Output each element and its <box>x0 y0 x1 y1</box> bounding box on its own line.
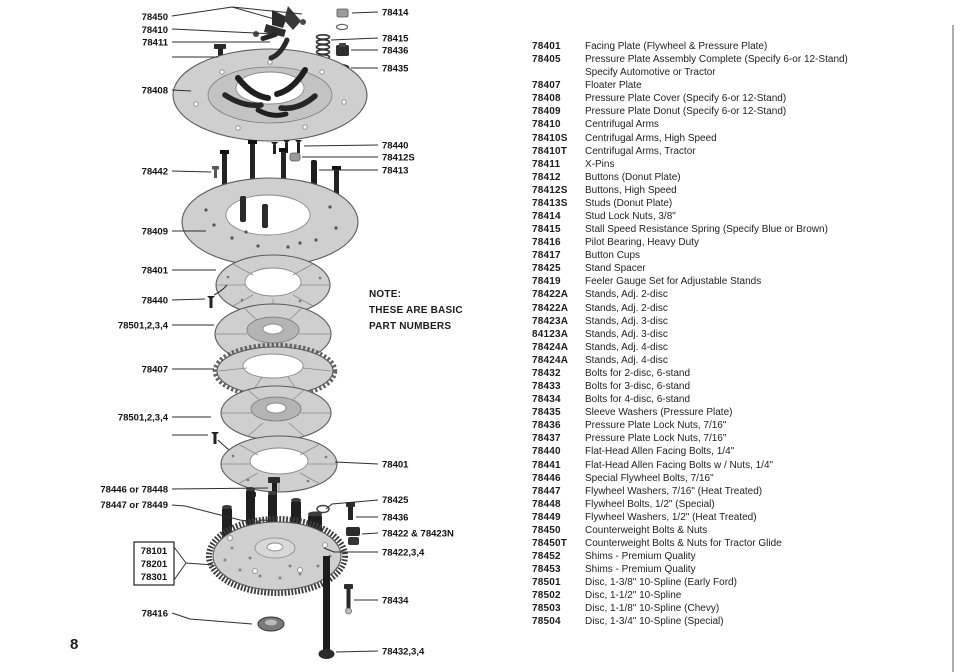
stand-bolt-drawing <box>344 584 353 614</box>
part-number: 78425 <box>532 263 561 275</box>
leader-78432-34 <box>336 651 378 652</box>
parts-list-row <box>532 262 956 275</box>
callout-78416-label: 78416 <box>141 608 168 620</box>
leader-78422n <box>362 533 378 534</box>
part-number: 78452 <box>532 551 561 563</box>
part-description: Counterweight Bolts & Nuts for Tractor Glide <box>585 537 782 549</box>
parts-list-row <box>532 341 956 354</box>
callout-78436-top-label: 78436 <box>382 45 409 57</box>
parts-list-row <box>532 498 956 511</box>
parts-list-row <box>532 354 956 367</box>
part-number: 78422A <box>532 289 569 301</box>
part-description: Stands, Adj. 4-disc <box>585 341 668 353</box>
part-description: Disc, 1-3/4" 10-Spline (Special) <box>585 616 724 628</box>
part-number: 78410T <box>532 145 568 157</box>
part-number: 78412 <box>532 171 561 183</box>
parts-list-row <box>532 288 956 301</box>
part-number: 78410S <box>532 132 568 144</box>
parts-list-row <box>532 275 956 288</box>
callout-78410-label: 78410 <box>141 25 168 36</box>
part-number: 78408 <box>532 93 561 105</box>
part-number: 78424A <box>532 341 569 353</box>
part-description: Pressure Plate Cover (Specify 6-or 12-Stand) <box>585 93 787 105</box>
parts-list-row <box>532 40 956 53</box>
part-description: Stands, Adj. 4-disc <box>585 354 668 366</box>
callout-78425-label: 78425 <box>382 495 409 506</box>
part-description: Buttons, High Speed <box>585 184 677 196</box>
parts-list-row <box>532 537 956 550</box>
parts-list-row <box>532 472 956 485</box>
part-description: Stand Spacer <box>585 263 646 275</box>
callout-78450-label: 78450 <box>141 12 168 23</box>
parts-list-row <box>532 602 956 615</box>
pressure-plate-donut-drawing <box>182 140 358 266</box>
part-description: Shims - Premium Quality <box>585 564 696 576</box>
callout-78422-78423n-label: 78422 & 78423N <box>382 528 454 540</box>
part-number: 78440 <box>532 446 561 458</box>
part-number: 78422A <box>532 302 569 314</box>
callout-78401-right-label: 78401 <box>382 459 409 471</box>
part-description: Studs (Donut Plate) <box>585 197 673 209</box>
callout-78412s-label: 78412S <box>382 152 415 164</box>
lock-nut-bottom-drawing <box>346 502 355 520</box>
part-description: Flat-Head Allen Facing Bolts, 1/4" <box>585 446 735 458</box>
parts-list-row <box>532 197 956 210</box>
part-description: Specify Automotive or Tractor <box>585 67 716 79</box>
clutch-disc-lower-drawing <box>221 386 331 440</box>
part-description: Flat-Head Allen Facing Bolts w / Nuts, 1/4" <box>585 459 774 471</box>
parts-list-row <box>532 550 956 563</box>
part-number: 78414 <box>532 211 561 223</box>
callout-78432-34-label: 78432,3,4 <box>382 646 425 658</box>
pressure-plate-lock-nut-top-drawing <box>336 43 349 56</box>
callout-78201-label: 78201 <box>140 559 168 570</box>
part-description: Bolts for 2-disc, 6-stand <box>585 367 691 379</box>
parts-list-row <box>532 459 956 472</box>
parts-list-row <box>532 485 956 498</box>
callout-78447-78449-label: 78447 or 78449 <box>100 500 168 511</box>
part-description: Centrifugal Arms, Tractor <box>585 145 696 157</box>
leader-78440-left <box>172 299 205 300</box>
part-number: 78449 <box>532 511 561 523</box>
part-description: Special Flywheel Bolts, 7/16" <box>585 472 714 484</box>
pilot-bearing-drawing <box>258 617 284 631</box>
callout-78434-label: 78434 <box>382 595 409 607</box>
callout-78440-right-label: 78440 <box>382 140 409 152</box>
part-description: Stall Speed Resistance Spring (Specify Blue or Brown) <box>585 224 828 236</box>
parts-list-row <box>532 132 956 145</box>
callout-78415-label: 78415 <box>382 33 409 45</box>
parts-list-row <box>532 66 956 79</box>
part-description: Counterweight Bolts & Nuts <box>585 524 708 536</box>
part-number: 78433 <box>532 381 561 393</box>
parts-list-row <box>532 210 956 223</box>
callout-78436-bottom-label: 78436 <box>382 512 409 524</box>
parts-list <box>532 40 956 629</box>
page-edge-line <box>952 25 954 672</box>
parts-list-row <box>532 105 956 118</box>
part-number: 78432 <box>532 367 561 379</box>
part-description: Facing Plate (Flywheel & Pressure Plate) <box>585 41 768 52</box>
part-number: 78416 <box>532 237 561 249</box>
part-description: Stands, Adj. 3-disc <box>585 328 668 340</box>
callout-78301-label: 78301 <box>140 572 168 583</box>
callout-78411-label: 78411 <box>142 37 168 49</box>
part-description: Flywheel Washers, 7/16" (Heat Treated) <box>585 485 763 497</box>
callout-78435-label: 78435 <box>382 63 409 75</box>
part-number: 78434 <box>532 394 561 406</box>
stand-spacer-drawing <box>317 506 329 513</box>
parts-list-row <box>532 406 956 419</box>
callout-78401-left-label: 78401 <box>141 265 168 277</box>
part-description: Floater Plate <box>585 80 642 92</box>
part-description: Pilot Bearing, Heavy Duty <box>585 237 699 249</box>
leader-78450 <box>172 7 278 20</box>
part-number: 78504 <box>532 616 561 628</box>
parts-list-row <box>532 615 956 628</box>
part-description: Pressure Plate Donut (Specify 6-or 12-Stand) <box>585 106 787 118</box>
parts-list-row <box>532 589 956 602</box>
part-number: 78450T <box>532 537 568 549</box>
parts-list-row <box>532 249 956 262</box>
part-number: 78410 <box>532 119 561 131</box>
leader-78410 <box>172 29 276 34</box>
part-description: Disc, 1-1/8" 10-Spline (Chevy) <box>585 603 720 615</box>
part-description: Disc, 1-1/2" 10-Spline <box>585 590 682 602</box>
part-description: Buttons (Donut Plate) <box>585 171 681 183</box>
callout-78413-label: 78413 <box>382 165 409 177</box>
parts-list-row <box>532 380 956 393</box>
basic-part-numbers-note <box>369 287 463 335</box>
part-number: 78401 <box>532 41 561 52</box>
callout-78501-b-label: 78501,2,3,4 <box>117 412 168 424</box>
leader-78414 <box>352 12 378 13</box>
part-description: Shims - Premium Quality <box>585 551 696 563</box>
parts-list-row <box>532 393 956 406</box>
leader-78442 <box>172 171 211 172</box>
callout-78409-label: 78409 <box>141 226 168 238</box>
leader-78440-right <box>304 145 378 146</box>
facing-plate-lower-drawing <box>221 436 337 492</box>
parts-list-row <box>532 419 956 432</box>
stud-lock-nut-drawing <box>337 9 349 30</box>
parts-list-row <box>532 223 956 236</box>
part-number: 78436 <box>532 420 561 432</box>
note-line-1: NOTE: <box>369 289 402 300</box>
page-number: 8 <box>70 636 79 653</box>
part-description: Stud Lock Nuts, 3/8" <box>585 211 676 223</box>
part-number: 78501 <box>532 577 561 589</box>
part-number: 84123A <box>532 328 569 340</box>
parts-list-row <box>532 171 956 184</box>
part-number: 78407 <box>532 80 561 92</box>
stand-nuts-drawing <box>346 527 360 545</box>
part-number: 78448 <box>532 498 561 510</box>
part-description: Pressure Plate Lock Nuts, 7/16" <box>585 420 727 432</box>
part-number: 78411 <box>532 158 561 170</box>
note-line-2: THESE ARE BASIC <box>369 305 463 316</box>
part-description: Bolts for 4-disc, 6-stand <box>585 394 691 406</box>
part-description: Flywheel Bolts, 1/2" (Special) <box>585 498 715 510</box>
part-description: Feeler Gauge Set for Adjustable Stands <box>585 276 762 288</box>
facing-bolt-left2-drawing <box>211 432 232 452</box>
callout-78407-label: 78407 <box>141 364 168 376</box>
part-number: 78446 <box>532 472 561 484</box>
parts-list-row <box>532 432 956 445</box>
parts-list-row <box>532 367 956 380</box>
part-description: X-Pins <box>585 158 615 170</box>
callout-78414-label: 78414 <box>382 7 409 19</box>
part-number <box>532 66 585 79</box>
part-description: Stands, Adj. 3-disc <box>585 315 668 327</box>
parts-list-row <box>532 524 956 537</box>
parts-list-row <box>532 53 956 66</box>
part-number: 78409 <box>532 106 561 118</box>
part-number: 78415 <box>532 224 561 236</box>
part-number: 78419 <box>532 276 561 288</box>
callout-78422-34-label: 78422,3,4 <box>382 547 425 559</box>
part-description: Stands, Adj. 2-disc <box>585 302 668 314</box>
part-description: Bolts for 3-disc, 6-stand <box>585 381 691 393</box>
part-number: 78417 <box>532 250 561 262</box>
part-description: Disc, 1-3/8" 10-Spline (Early Ford) <box>585 577 737 589</box>
part-number: 78450 <box>532 524 561 536</box>
parts-list-row <box>532 302 956 315</box>
part-number: 78435 <box>532 407 561 419</box>
button-high-speed-drawing <box>290 153 300 161</box>
part-number: 78503 <box>532 603 561 615</box>
parts-list-row <box>532 315 956 328</box>
part-description: Button Cups <box>585 250 641 262</box>
part-number: 78412S <box>532 184 568 196</box>
part-number: 78423A <box>532 315 569 327</box>
callout-78446-78448-label: 78446 or 78448 <box>100 484 168 496</box>
callout-78501-a-label: 78501,2,3,4 <box>117 320 168 332</box>
leader-flywheel <box>174 547 213 580</box>
part-description: Sleeve Washers (Pressure Plate) <box>585 407 733 419</box>
part-number: 78453 <box>532 564 561 576</box>
part-number: 78413S <box>532 197 568 209</box>
part-number: 78502 <box>532 590 561 602</box>
parts-list-row <box>532 79 956 92</box>
part-description: Centrifugal Arms, High Speed <box>585 132 717 144</box>
parts-list-row <box>532 158 956 171</box>
parts-list-row <box>532 576 956 589</box>
part-description: Flywheel Washers, 1/2" (Heat Treated) <box>585 511 757 523</box>
parts-list-row <box>532 511 956 524</box>
callout-78442-label: 78442 <box>141 166 168 178</box>
parts-list-row <box>532 118 956 131</box>
part-number: 78405 <box>532 54 561 66</box>
parts-list-row <box>532 563 956 576</box>
parts-list-row <box>532 184 956 197</box>
callout-78408-label: 78408 <box>141 85 168 97</box>
leader-78415 <box>331 38 378 40</box>
note-line-3: PART NUMBERS <box>369 321 452 332</box>
part-description: Pressure Plate Assembly Complete (Specify 6-or 12-Stand) <box>585 54 848 66</box>
part-description: Pressure Plate Lock Nuts, 7/16" <box>585 433 727 445</box>
leader-78416 <box>172 613 252 624</box>
part-description: Stands, Adj. 2-disc <box>585 289 668 301</box>
part-number: 78441 <box>532 459 561 471</box>
x-pin-drawing <box>212 166 219 178</box>
leader-78401-right <box>335 462 378 464</box>
parts-list-row <box>532 445 956 458</box>
part-description: Centrifugal Arms <box>585 119 659 131</box>
callout-78101-label: 78101 <box>140 546 168 557</box>
part-number: 78437 <box>532 433 561 445</box>
parts-list-row <box>532 236 956 249</box>
part-number: 78424A <box>532 354 569 366</box>
parts-list-row <box>532 145 956 158</box>
part-number: 78447 <box>532 485 561 497</box>
parts-list-row <box>532 92 956 105</box>
callout-78440-left-label: 78440 <box>141 295 168 307</box>
parts-list-row <box>532 328 956 341</box>
